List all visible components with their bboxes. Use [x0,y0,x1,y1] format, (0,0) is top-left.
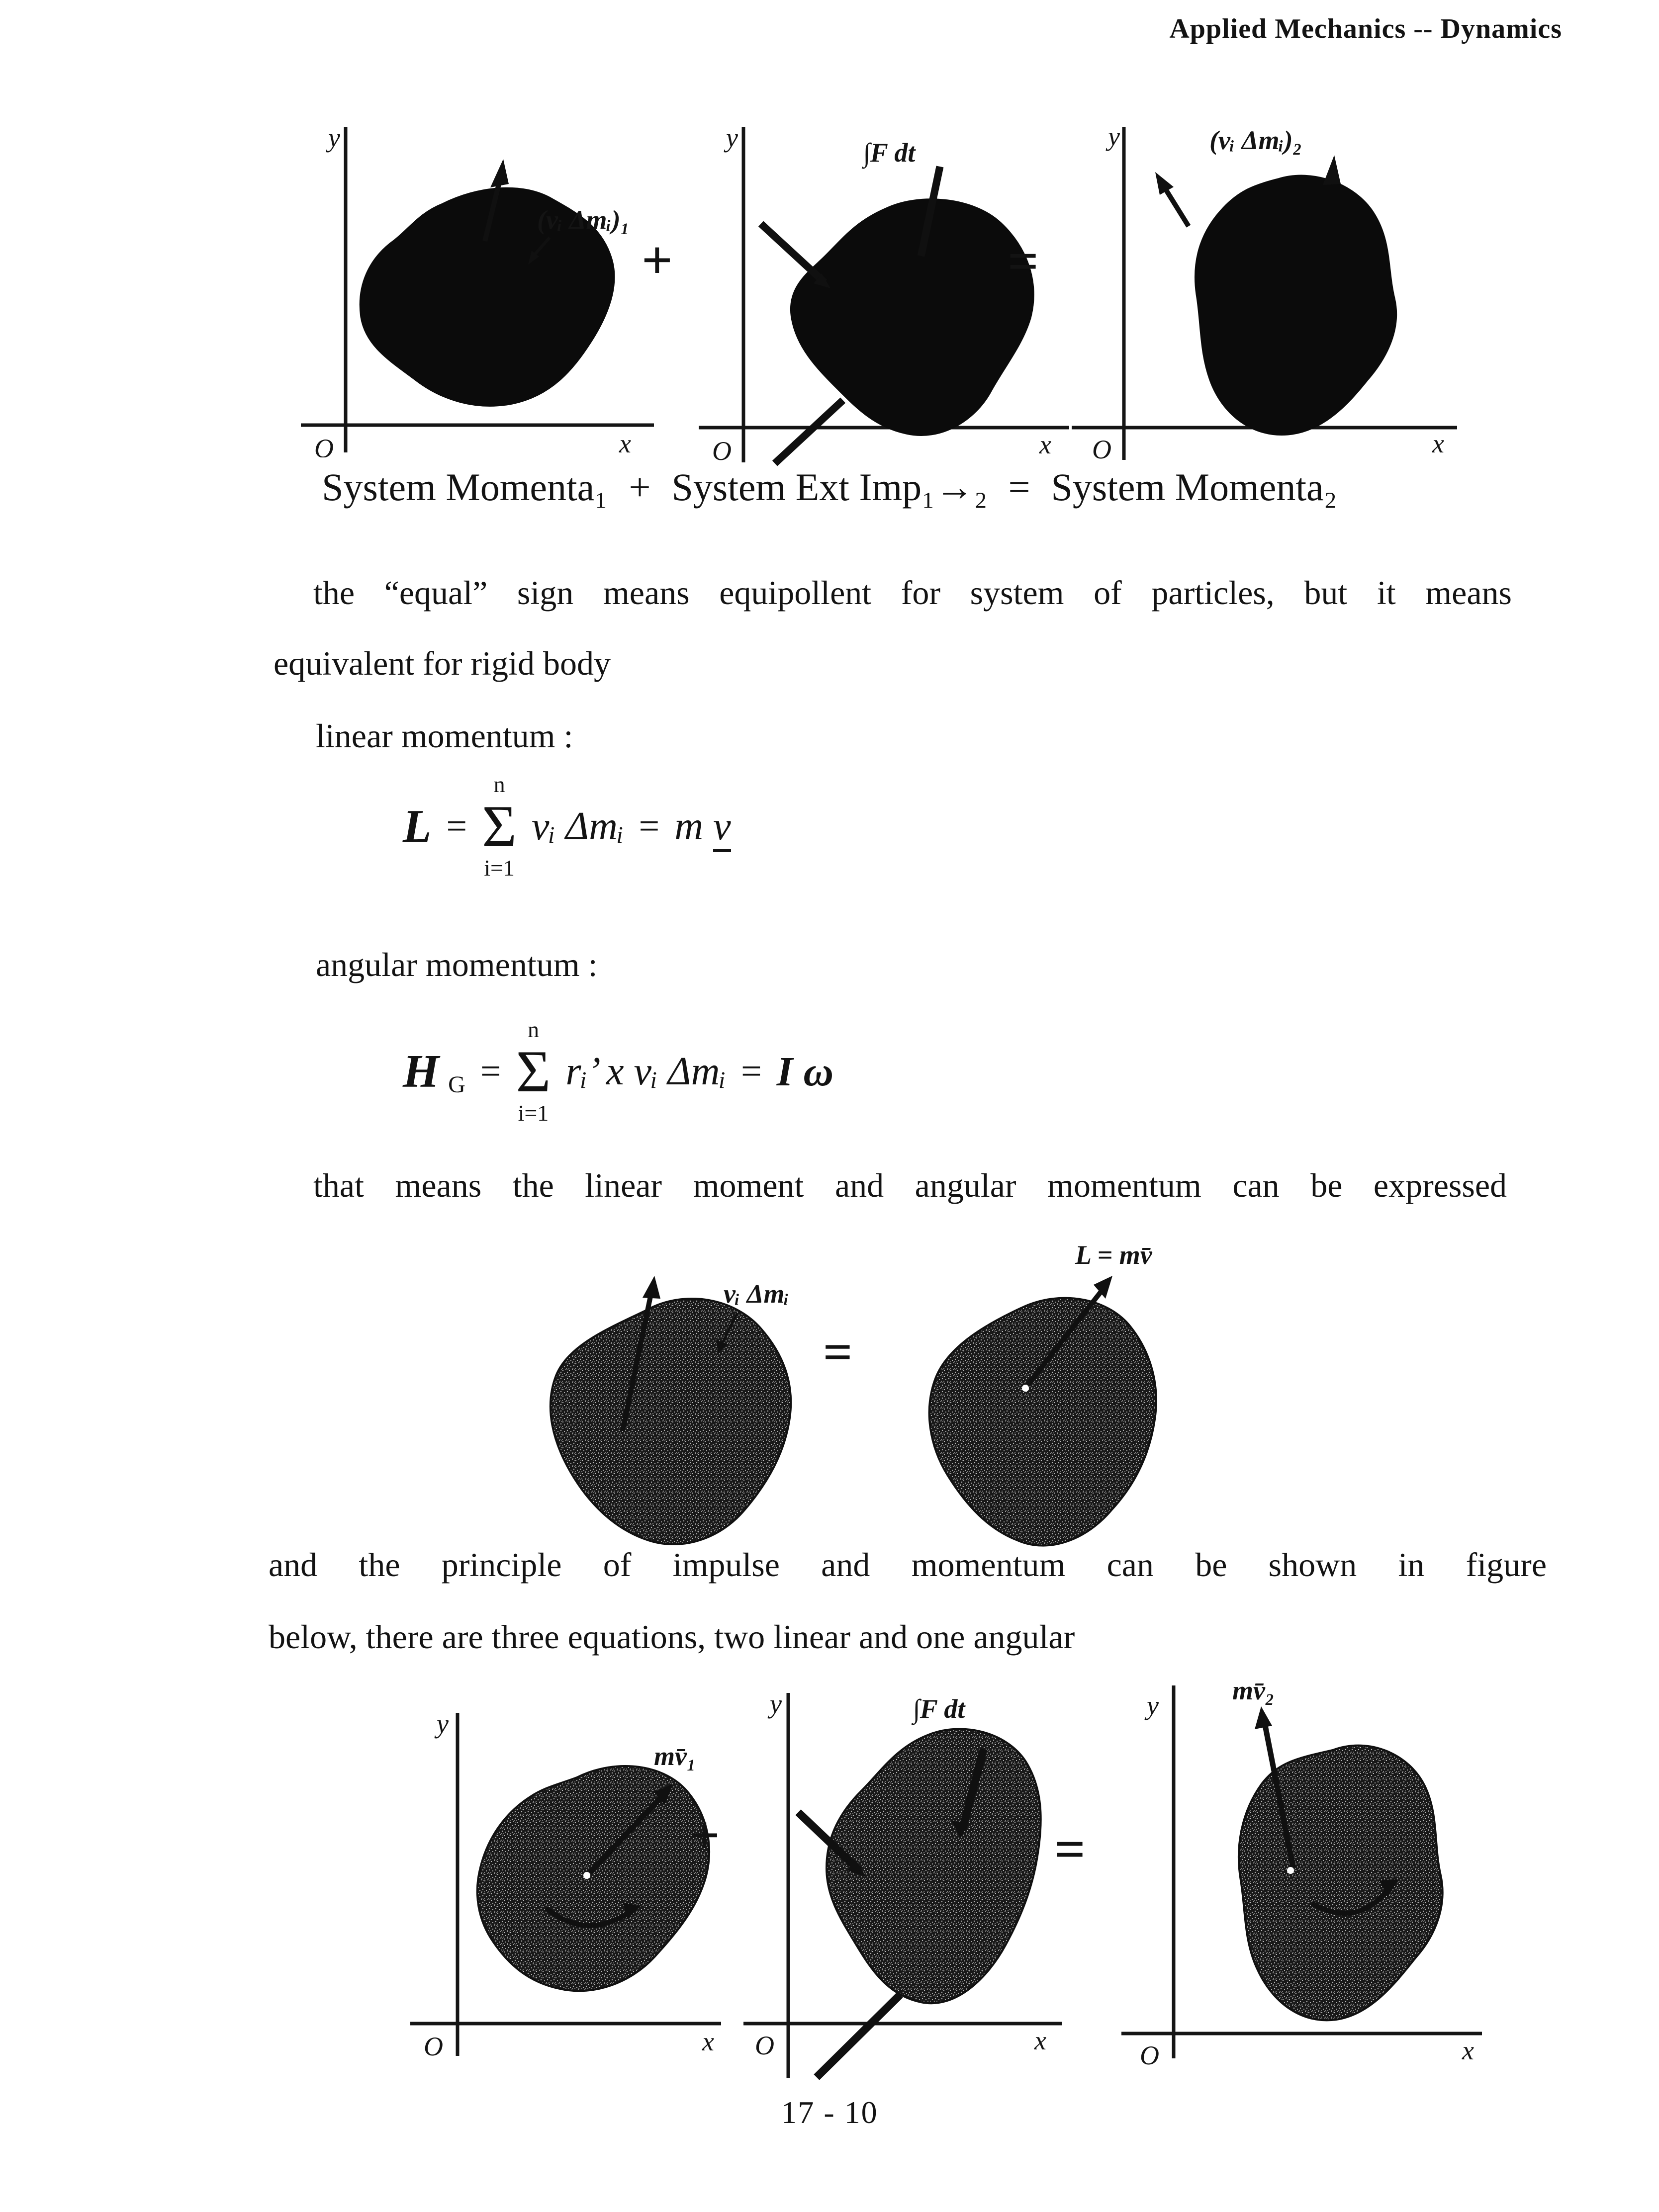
sum-upper-limit: n [527,1017,539,1042]
plus-operator-bottom: + [689,1805,720,1865]
summation [482,773,517,880]
caption-equals: = [1008,465,1030,509]
sum-lower-limit: i=1 [484,855,515,881]
sum-upper-limit: n [493,772,505,797]
impulse-label: ∫F dt [913,1694,965,1724]
equals-sign: = [639,805,660,847]
eq-rhs [674,804,731,849]
x-axis-label: x [702,2027,714,2056]
linear-momentum-label: L = mv̄ [1075,1240,1152,1270]
impulse-vector-bottom [817,1995,900,2077]
origin-label: O [712,436,732,466]
y-axis-label: y [726,123,738,153]
rhs-velocity-vector: v [713,804,731,852]
mass-center-dot [583,1872,590,1879]
impulse-label: ∫F dt [863,138,916,168]
sigma-symbol: Σ [516,1038,551,1104]
momentum-label-mv2: mv̄₂ [1232,1676,1275,1705]
origin-label: O [1092,435,1111,464]
particle-momentum-label: vᵢ Δmᵢ [724,1279,789,1309]
origin-label: O [1140,2040,1159,2070]
rigid-body-blob [477,1766,709,1991]
linear-momentum-equation [403,773,731,880]
summation [516,1018,551,1125]
page-title: Applied Mechanics -- Dynamics [1169,13,1562,44]
caption-momenta1: System Momenta₁ [322,465,608,509]
arrowhead [1255,1706,1272,1729]
momenta-label-1: (vᵢ Δmᵢ)₁ [537,205,630,235]
eq-rhs-I-omega: I ω [776,1048,834,1095]
eq-terms: vᵢ Δmᵢ [532,804,624,848]
rigid-body-blob [791,199,1033,436]
equals-operator-middle: = [823,1324,853,1381]
paragraph-principle-line1: and the principle of impulse and momentum can be shown in figure [269,1546,1547,1584]
arrowhead [643,1276,660,1299]
angular-momentum-equation [403,1018,833,1125]
eq-lhs-L: L [403,800,432,853]
mass-center-dot [1022,1385,1029,1392]
y-axis-label: y [1108,121,1120,151]
y-axis-label: y [1147,1690,1159,1720]
eq-lhs-subscript-G: G [448,1071,465,1098]
y-axis-label: y [437,1709,449,1739]
momentum-label-mv1: mv̄₁ [654,1741,696,1771]
y-axis-label: y [770,1689,782,1719]
momenta-label-2: (vᵢ Δmᵢ)₂ [1209,125,1302,155]
arrowhead [1155,172,1174,195]
impulse-vector-left [761,224,825,282]
figure-system-momenta-1 [278,109,676,457]
rhs-mass: m [674,804,704,848]
rigid-body-blob [1239,1746,1443,2021]
equals-sign: = [446,805,467,847]
paragraph-principle-line2: below, there are three equations, two linear and one angular [269,1618,1075,1656]
figure-momentum-equivalence [497,1233,1218,1561]
paragraph-expressed: that means the linear moment and angular momentum can be expressed [313,1166,1507,1204]
equals-operator-top: = [1008,231,1039,291]
origin-label: O [314,434,334,457]
equals-sign: = [480,1051,501,1092]
rigid-body-blob [929,1298,1156,1546]
eq-terms: rᵢ’ x vᵢ Δmᵢ [565,1049,726,1093]
x-axis-label: x [1462,2035,1474,2065]
figure-external-impulse-bottom [736,1666,1064,2088]
y-axis-label: y [328,123,340,153]
angular-momentum-heading: angular momentum : [316,946,598,983]
particle-body-blob [551,1299,791,1544]
equals-operator-bottom: = [1054,1819,1086,1879]
origin-label: O [755,2031,774,2060]
linear-momentum-heading: linear momentum : [316,717,573,755]
eq-lhs-H: H [403,1046,440,1098]
x-axis-label: x [1034,2026,1046,2055]
plus-operator-top: + [642,230,673,290]
mass-center-dot [1287,1867,1294,1874]
x-axis-label: x [1039,430,1051,459]
caption-plus: + [629,465,651,509]
figure-momenta-before [348,1685,726,2063]
origin-label: O [424,2032,443,2061]
sigma-symbol: Σ [482,793,517,859]
caption-ext-imp: System Ext Imp₁→₂ [671,465,988,509]
figure-momenta-after [1114,1656,1512,2088]
page-number: 17 - 10 [781,2095,878,2130]
paragraph-equal-line1: the “equal” sign means equipollent for system of particles, but it means [313,574,1512,612]
figure-system-momenta-2 [1064,109,1472,472]
x-axis-label: x [619,429,631,457]
x-axis-label: x [1432,429,1444,458]
arrowhead [490,159,509,187]
rigid-body-blob [1195,176,1396,435]
system-momenta-caption [0,465,1659,510]
paragraph-equal-line2: equivalent for rigid body [274,644,611,682]
caption-momenta2: System Momenta₂ [1051,465,1337,509]
sum-lower-limit: i=1 [518,1100,549,1126]
impulse-vector-bottom [775,400,843,463]
equals-sign: = [741,1051,762,1092]
leader-spike [1323,155,1341,185]
